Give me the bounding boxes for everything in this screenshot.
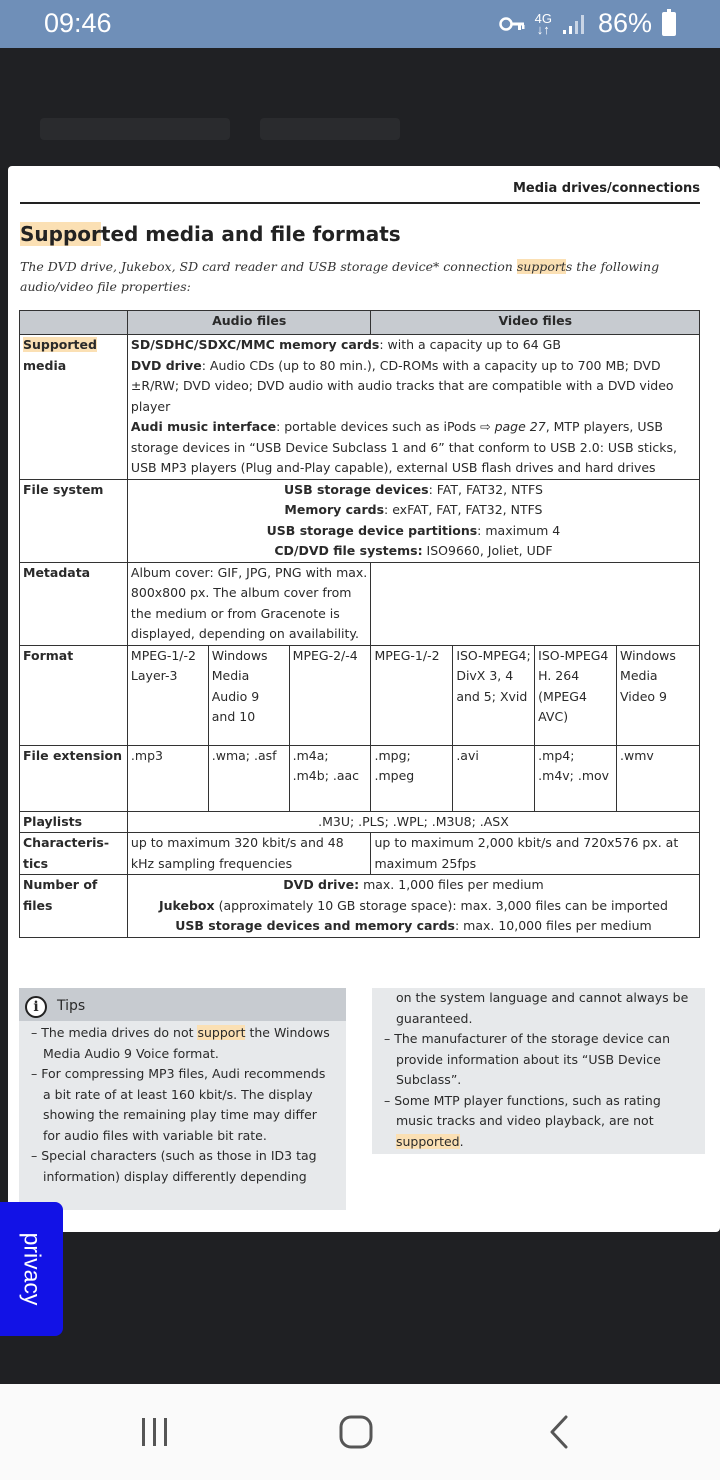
manual-page-card[interactable] xyxy=(8,166,720,1232)
section-header: Media drives/connections xyxy=(20,181,700,204)
recents-icon[interactable] xyxy=(135,1412,175,1452)
characteristics-audio-cell: up to maximum 320 kbit/s and 48 kHz sampling frequencies xyxy=(127,833,371,875)
signal-icon xyxy=(562,13,588,35)
tip-continuation: on the system language and cannot always be guaranteed. xyxy=(396,990,689,1026)
format-cell: MPEG-1/-2 xyxy=(371,645,453,745)
extension-cell: .wma; .asf xyxy=(208,745,289,811)
table-row xyxy=(20,645,700,745)
extension-cell: .mpg; .mpeg xyxy=(371,745,453,811)
table-row xyxy=(20,833,700,875)
status-time: 09:46 xyxy=(44,8,112,38)
formats-table xyxy=(19,310,700,938)
battery-percent: 86% xyxy=(597,8,652,38)
background-page xyxy=(0,48,720,168)
intro-text: The DVD drive, Jukebox, SD card reader and USB storage device* connection supports the following audio/video file properties: xyxy=(20,259,660,294)
metadata-cell: Album cover: GIF, JPG, PNG with max. 800x800 px. The album cover from the medium or from Gracenote is displayed, depending on availability. xyxy=(127,562,371,645)
status-bar xyxy=(0,0,720,48)
format-cell: Windows Media Video 9 xyxy=(617,645,700,745)
tips-box xyxy=(19,988,346,1210)
row-label-playlists: Playlists xyxy=(20,811,128,833)
info-icon: i xyxy=(25,996,47,1018)
tip-item: – Some MTP player functions, such as rating music tracks and video playback, are not supported. xyxy=(384,1092,661,1149)
tips-header xyxy=(19,988,346,1021)
table-row xyxy=(20,745,700,811)
network-type-icon: 4G ↓↑ xyxy=(534,10,552,37)
extension-cell: .m4a; .m4b; .aac xyxy=(289,745,371,811)
extension-cell: .avi xyxy=(453,745,535,811)
row-label-supported-media: Supported media xyxy=(20,335,128,480)
row-label-file-extension: File extension xyxy=(20,745,128,811)
metadata-video-cell xyxy=(371,562,700,645)
tip-item: – For compressing MP3 files, Audi recommends a bit rate of at least 160 kbit/s. The display showing the remaining play time may differ for audio files with variable bit rate. xyxy=(31,1066,326,1143)
format-cell: ISO-MPEG4 H. 264 (MPEG4 AVC) xyxy=(535,645,617,745)
row-label-format: Format xyxy=(20,645,128,745)
format-cell: MPEG-1/-2 Layer-3 xyxy=(127,645,208,745)
row-label-number-of-files: Number of files xyxy=(20,875,128,938)
table-row xyxy=(20,479,700,562)
battery-icon xyxy=(662,12,676,36)
row-label-file-system: File system xyxy=(20,479,128,562)
tips-title: Tips xyxy=(57,998,86,1015)
tips-box-continued xyxy=(372,988,705,1154)
row-label-characteristics: Characteris-tics xyxy=(20,833,128,875)
characteristics-video-cell: up to maximum 2,000 kbit/s and 720x576 px. at maximum 25fps xyxy=(371,833,700,875)
format-cell: ISO-MPEG4; DivX 3, 4 and 5; Xvid xyxy=(453,645,535,745)
privacy-label: privacy xyxy=(19,1232,45,1306)
row-label-metadata: Metadata xyxy=(20,562,128,645)
audio-files-header: Audio files xyxy=(127,311,371,335)
table-row xyxy=(20,875,700,938)
navigation-bar xyxy=(0,1384,720,1480)
supported-media-cell: SD/SDHC/SDXC/MMC memory cards: with a capacity up to 64 GB DVD drive: Audio CDs (up to 80 min.), CD-ROMs with a capacity up to 700 MB; DVD ±R/RW; DVD video; DVD audio with audio tracks that are compatible with a DVD video player Audi music interface: portable devices such as iPods ⇨ page 27, MTP players, USB storage devices in “USB Device Subclass 1 and 6” that conform to USB 2.0: USB sticks, USB MP3 players (Plug and-Play capable), external USB flash drives and hard drives xyxy=(127,335,699,480)
format-cell: MPEG-2/-4 xyxy=(289,645,371,745)
video-files-header: Video files xyxy=(371,311,700,335)
extension-cell: .mp4; .m4v; .mov xyxy=(535,745,617,811)
vpn-key-icon xyxy=(499,13,525,35)
playlists-cell: .M3U; .PLS; .WPL; .M3U8; .ASX xyxy=(127,811,699,833)
extension-cell: .mp3 xyxy=(127,745,208,811)
tip-item: – Special characters (such as those in ID3 tag information) display differently depending xyxy=(31,1148,317,1184)
privacy-button[interactable] xyxy=(0,1202,63,1336)
home-icon[interactable] xyxy=(336,1412,376,1452)
file-system-cell: USB storage devices: FAT, FAT32, NTFS Memory cards: exFAT, FAT, FAT32, NTFS USB storage device partitions: maximum 4 CD/DVD file systems: ISO9660, Joliet, UDF xyxy=(127,479,699,562)
table-header-blank xyxy=(20,311,128,335)
back-icon[interactable] xyxy=(540,1412,580,1452)
table-row xyxy=(20,335,700,480)
format-cell: Windows Media Audio 9 and 10 xyxy=(208,645,289,745)
tip-item: – The media drives do not support the Windows Media Audio 9 Voice format. xyxy=(31,1025,330,1061)
table-row xyxy=(20,811,700,833)
table-row xyxy=(20,562,700,645)
extension-cell: .wmv xyxy=(617,745,700,811)
page-title: Supported media and file formats xyxy=(20,222,401,246)
number-of-files-cell: DVD drive: max. 1,000 files per medium Jukebox (approximately 10 GB storage space): max. 3,000 files can be imported USB storage devices and memory cards: max. 10,000 files per medium xyxy=(127,875,699,938)
tip-item: – The manufacturer of the storage device can provide information about its “USB Device Subclass”. xyxy=(384,1031,671,1087)
